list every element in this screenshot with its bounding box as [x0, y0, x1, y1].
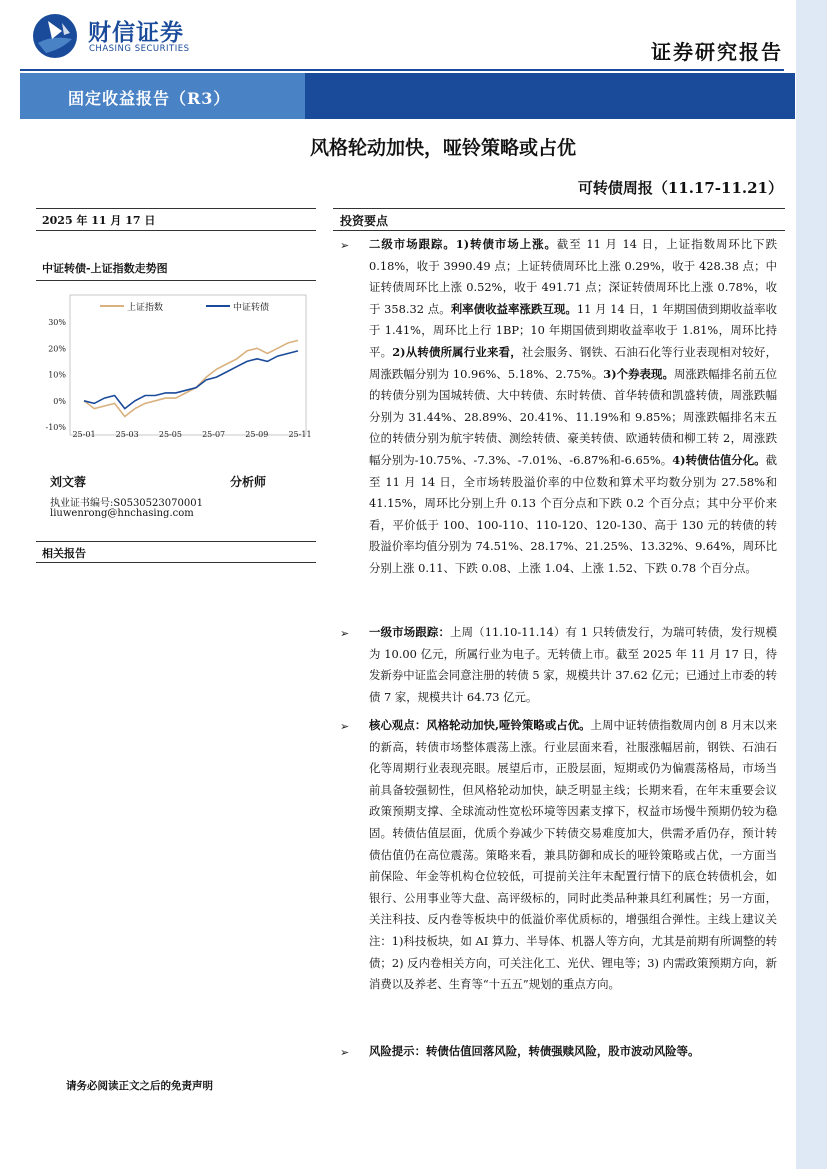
- para1-sub1: 1)转债市场上涨。: [455, 237, 557, 251]
- y-tick-label: 20%: [48, 344, 66, 354]
- sidebar-top-rule: [36, 208, 316, 209]
- related-top-rule: [36, 541, 316, 542]
- chart-title-rule: [36, 280, 316, 281]
- page-subtitle: 可转债周报（11.17-11.21）: [577, 179, 783, 197]
- para3-text: 上周中证转债指数周内创 8 月末以来的新高，转债市场整体震荡上涨。行业层面来看，社服涨幅居前，钢铁、石油石化等周期行业表现亮眼。展望后市，正股层面，短期或仍为偏震荡格局，市场当前具备较强韧性，但风格轮动加快，缺乏明显主线；长期来看，在年末重要会议政策预期支撑、全球流动性宽松环境等因素支撑下，权益市场慢牛预期仍较为稳固。转债估值层面，优质个券减少下转债交易难度加大，供需矛盾仍存，预计转债估值仍在高位震荡。策略来看，兼具防御和成长的哑铃策略或占优，一方面当前保险、年金等机构仓位较低，可提前关注年末配置行情下的底仓转债机会，如银行、公用事业等大盘、高评级标的，同时此类品种兼具红利属性；另一方面，关注科技、反内卷等板块中的低溢价率优质标的，增强组合弹性。主线上建议关注：1)科技板块，如 AI 算力、半导体、机器人等方向，尤其是前期有所调整的转债；2) 反内卷相关方向，可关注化工、光伏、锂电等；3) 内需政策预期方向，新消费以及养老、生育等“十五五”规划的重点方向。: [369, 718, 777, 992]
- x-tick-label: 25-01: [72, 430, 96, 439]
- author-name: 刘文蓉: [50, 475, 87, 489]
- bullet-arrow-icon: ➢: [340, 720, 350, 733]
- bullet-arrow-icon: ➢: [340, 239, 350, 252]
- para1-sub5: 4)转债估值分化。: [672, 452, 766, 467]
- header-divider: [20, 69, 784, 71]
- para1-text1: 截至 11 月 14 日，上证指数周环比下跌 0.18%，收于 3990.49 点；上证转债周环比上涨 0.29%，收于 428.38 点；中证转债周环比上涨 0.52%，收于 491.71 点；深证转债周环比上涨 0.78%，收于 358.32 点。: [369, 237, 777, 316]
- para3-heading: 核心观点：风格轮动加快,哑铃策略或占优。: [369, 718, 591, 732]
- para-core-view: [369, 715, 777, 996]
- y-tick-label: 10%: [48, 370, 66, 380]
- right-side-strip: [796, 0, 827, 1169]
- chart-frame: [70, 295, 306, 435]
- x-tick-label: 25-03: [115, 430, 139, 439]
- related-reports-label: 相关报告: [42, 547, 86, 560]
- chart-title: 中证转债-上证指数走势图: [42, 262, 168, 275]
- bullet-arrow-icon: ➢: [340, 1046, 350, 1059]
- x-tick-label: 25-05: [158, 430, 182, 439]
- x-tick-label: 25-11: [288, 430, 312, 439]
- para-secondary-market: [369, 234, 777, 580]
- y-tick-label: 30%: [48, 318, 66, 327]
- para1-text4: 周涨跌幅排名前五位的转债分别为国城转债、大中转债、东时转债、首华转债和凯盛转债，周涨跌幅分别为 31.44%、28.89%、20.41%、11.19%和 9.85%；周涨跌幅排名末五位的转债分别为航宇转债、测绘转债、豪美转债、欧通转债和柳工转 2，周涨跌幅分别为-10.75%、-7.3%、-7.01%、-6.87%和-6.65%。: [369, 366, 777, 467]
- banner-label: 固定收益报告（R3）: [68, 89, 231, 108]
- y-tick-label: -10%: [45, 423, 66, 432]
- para-primary-market: [369, 622, 777, 708]
- series-line-1: [84, 351, 298, 409]
- logo-cn-text: 财信证券: [88, 20, 184, 46]
- page-title: 风格轮动加快，哑铃策略或占优: [309, 137, 576, 159]
- related-bottom-rule: [36, 562, 316, 563]
- y-tick-label: 0%: [53, 396, 66, 406]
- invest-top-rule: [333, 208, 785, 209]
- para-risk: [369, 1041, 777, 1063]
- para1-sub3: 2)从转债所属行业来看，: [392, 344, 522, 359]
- para1-heading: 二级市场跟踪。: [369, 237, 456, 251]
- para2-heading: 一级市场跟踪：: [369, 625, 451, 639]
- invest-label-rule: [333, 230, 785, 231]
- para1-sub2: 利率债收益率涨跌互现。: [450, 301, 577, 316]
- x-tick-label: 25-07: [202, 430, 226, 439]
- legend-label-zzzz: 中证转债: [233, 303, 270, 313]
- logo-en-text: CHASING SECURITIES: [89, 44, 190, 54]
- para1-text3: 社会服务、钢铁、石油石化等行业表现相对较好，周涨跌幅分别为 10.96%、5.18%、2.75%。: [369, 344, 777, 381]
- legend-label-szzs: 上证指数: [127, 303, 164, 313]
- author-role: 分析师: [230, 475, 267, 489]
- footer-disclaimer: 请务必阅读正文之后的免责声明: [66, 1080, 213, 1092]
- para4-risk: 风险提示：转债估值回落风险，转债强赎风险，股市波动风险等。: [369, 1044, 700, 1058]
- para2-text: 上周（11.10-11.14）有 1 只转债发行，为瑞可转债，发行规模为 10.00 亿元，所属行业为电子。无转债上市。截至 2025 年 11 月 17 日，待发新券中证监会同意注册的转债 5 家，规模共计 37.62 亿元；已通过上市委的转债 7 家，规模共计 64.73 亿元。: [369, 625, 777, 704]
- header-banner-dark: [305, 73, 795, 119]
- bullet-arrow-icon: ➢: [340, 627, 350, 640]
- series-line-0: [84, 340, 298, 416]
- author-email[interactable]: liuwenrong@hnchasing.com: [50, 508, 194, 519]
- report-type: 证券研究报告: [651, 40, 783, 64]
- chart-legend: [100, 301, 269, 313]
- company-logo-icon: [32, 13, 78, 59]
- trend-chart: [36, 290, 316, 450]
- para1-sub4: 3)个券表现。: [603, 366, 674, 381]
- para1-text5: 截至 11 月 14 日，全市场转股溢价率的中位数和算术平均数分别为 27.58%和41.15%，周环比分别上升 0.13 个百分点和下跌 0.2 个百分点；其中分平价来看，平价低于 100、100-110、110-120、120-130、高于 130 元的转债的转股溢价率均值分别为 74.51%、28.17%、21.25%、13.32%、9.64%，周环比分别上涨 0.11、下跌 0.08、上涨 1.04、上涨 1.52、下跌 0.78 个百分点。: [369, 452, 777, 575]
- author-license: 执业证书编号:S0530523070001: [50, 498, 203, 509]
- report-date: 2025 年 11 月 17 日: [42, 214, 156, 227]
- x-tick-label: 25-09: [245, 430, 269, 439]
- invest-label: 投资要点: [340, 214, 389, 228]
- para1-text2: 11 月 14 日，1 年期国债到期收益率收于 1.41%，周环比上行 1BP；10 年期国债到期收益率收于 1.81%，周环比持平。: [369, 301, 777, 359]
- sidebar-date-rule: [36, 230, 316, 231]
